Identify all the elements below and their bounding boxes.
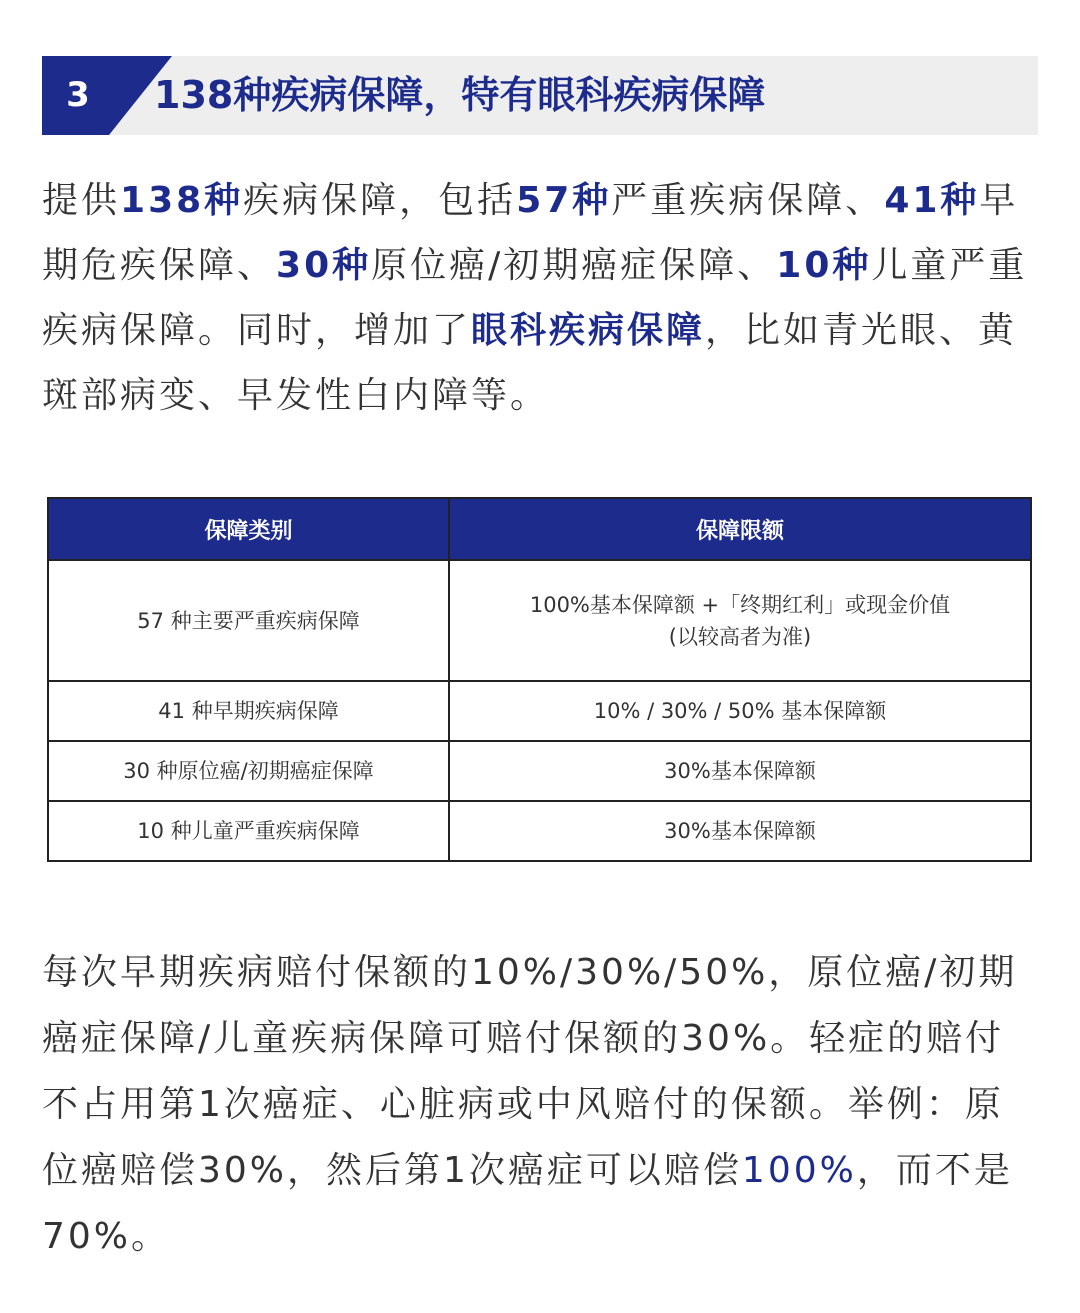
intro-highlight: 57种 [516, 180, 612, 221]
intro-text: 儿童严重疾病保障。同时，增加了 [42, 245, 1028, 351]
table-row [48, 560, 1031, 681]
intro-text: 提供 [42, 180, 121, 221]
section-title: 138种疾病保障，特有眼科疾病保障 [154, 73, 766, 117]
cell-category: 57 种主要严重疾病保障 [48, 560, 449, 681]
cell-limit: 10% / 30% / 50% 基本保障额 [449, 681, 1031, 741]
section-number: 3 [66, 75, 90, 115]
intro-highlight: 41种 [884, 180, 980, 221]
table-row [48, 741, 1031, 801]
intro-text: 原位癌/初期癌症保障、 [371, 245, 777, 286]
table-row [48, 681, 1031, 741]
coverage-table [47, 497, 1032, 862]
intro-highlight: 138种 [120, 180, 244, 221]
table-row [48, 801, 1031, 861]
intro-text: 早期危疾保障、 [42, 180, 1019, 286]
section-header [42, 56, 1038, 135]
intro-text: 疾病保障，包括 [243, 180, 517, 221]
cell-category: 41 种早期疾病保障 [48, 681, 449, 741]
cell-limit: 30%基本保障额 [449, 741, 1031, 801]
cell-limit-line1: 100%基本保障额 +「终期红利」或现金价值 [529, 592, 951, 617]
note-text: ，而不是70%。 [42, 1150, 1013, 1257]
note-text: 每次早期疾病赔付保额的10%/30%/50%，原位癌/初期癌症保障/儿童疾病保障可赔付保额的30%。轻症的赔付不占用第1次癌症、心脏病或中风赔付的保额。举例：原位癌赔偿30%，然后第1次癌症可以赔偿 [42, 952, 1018, 1191]
table-header-row [48, 498, 1031, 560]
cell-limit [449, 560, 1031, 681]
intro-highlight: 眼科疾病保障 [471, 310, 706, 351]
cell-category: 10 种儿童严重疾病保障 [48, 801, 449, 861]
cell-limit: 30%基本保障额 [449, 801, 1031, 861]
header-limit: 保障限额 [449, 498, 1031, 560]
cell-category: 30 种原位癌/初期癌症保障 [48, 741, 449, 801]
intro-text: ，比如青光眼、黄斑部病变、早发性白内障等。 [42, 310, 1018, 416]
intro-highlight: 30种 [276, 245, 372, 286]
cell-limit-line2: (以较高者为准) [668, 624, 812, 649]
intro-paragraph [42, 168, 1038, 428]
note-highlight: 100% [741, 1150, 857, 1191]
note-paragraph [42, 940, 1038, 1270]
header-category: 保障类别 [48, 498, 449, 560]
intro-highlight: 10种 [776, 245, 872, 286]
intro-text: 严重疾病保障、 [611, 180, 885, 221]
